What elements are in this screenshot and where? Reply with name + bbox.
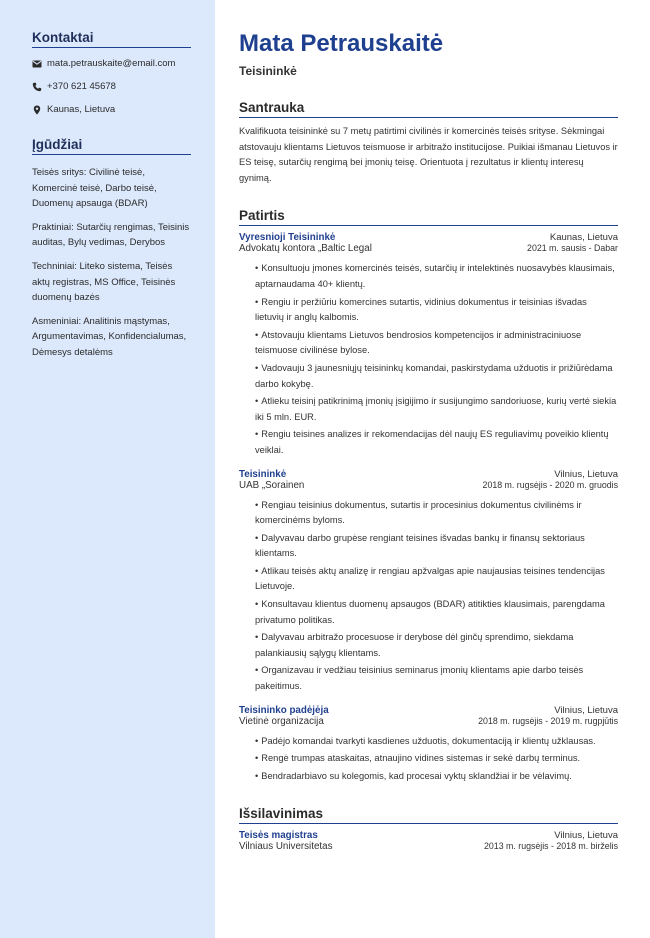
skill-practical: Praktiniai: Sutarčių rengimas, Teisinis auditas, Bylų vedimas, Derybos <box>32 221 190 249</box>
degree-title: Teisės magistras <box>239 830 318 842</box>
phone-icon <box>32 82 42 92</box>
job-title: Teisininko padėjėja <box>239 704 329 716</box>
person-name: Mata Petrauskaitė <box>239 30 444 57</box>
job-entry <box>239 232 618 458</box>
contact-phone <box>32 81 191 92</box>
email-text: mata.petrauskaite@email.com <box>47 58 176 69</box>
bullet-item: • Bendradarbiavo su kolegomis, kad procesai vyktų sklandžiai ir be vėlavimų. <box>255 770 572 781</box>
job-organization: UAB „Sorainen <box>239 479 305 491</box>
job-organization: Vietinė organizacija <box>239 715 324 727</box>
education-location: Vilnius, Lietuva <box>554 830 618 842</box>
job-dates: 2018 m. rugsėjis - 2020 m. gruodis <box>482 479 618 490</box>
education-dates: 2013 m. rugsėjis - 2018 m. birželis <box>484 841 618 852</box>
location-text: Kaunas, Lietuva <box>47 104 116 115</box>
sidebar <box>0 0 215 938</box>
job-bullets <box>239 734 618 785</box>
bullet-item: • Konsultuoju įmones komercinės teisės, sutarčių ir intelektinės nuosavybės klausimais, aptarnaudama 40+ klientų. <box>255 263 615 289</box>
education-entry <box>239 830 618 852</box>
job-location: Vilnius, Lietuva <box>554 468 618 480</box>
phone-text: +370 621 45678 <box>47 81 116 92</box>
job-dates: 2021 m. sausis - Dabar <box>527 243 618 254</box>
mail-icon <box>32 59 42 69</box>
bullet-item: • Vadovauju 3 jaunesniųjų teisininkų komandai, paskirstydama užduotis ir prižiūrėdama darbo kokybę. <box>255 362 613 389</box>
bullet-item: • Rengė trumpas ataskaitas, atnaujino vidines sistemas ir sekė darbų terminus. <box>255 753 581 764</box>
experience-heading: Patirtis <box>239 208 618 226</box>
person-role: Teisininkė <box>239 64 297 78</box>
main-content <box>215 0 650 938</box>
job-entry <box>239 705 618 785</box>
bullet-item: • Konsultavau klientus duomenų apsaugos (BDAR) atitikties klausimais, parengdama privatumo politikas. <box>255 599 605 625</box>
job-entry <box>239 469 618 695</box>
contact-location <box>32 104 191 115</box>
contact-email <box>32 58 191 69</box>
job-location: Vilnius, Lietuva <box>554 704 618 716</box>
bullet-item: • Dalyvavau arbitražo procesuose ir derybose dėl ginčų sprendimo, siekdama palankiausių sąlygų klientams. <box>255 632 574 658</box>
bullet-item: • Atstovauju klientams Lietuvos bendrosios kompetencijos ir administraciniuose teismuose civilinėse bylose. <box>255 329 582 356</box>
summary-text: Kvalifikuota teisininkė su 7 metų patirtimi civilinės ir komercinės teisės srityse. Sėkmingai atstovauju klientams Lietuvos teismuose ir arbitražo institucijose. Puikiai išmanau Lietuvos ir ES teisę, sutarčių rengimą bei įmonių teisę. Orientuota į rezultatus ir klientų interesų gynimą. <box>239 126 618 183</box>
skill-legal-areas: Teisės sritys: Civilinė teisė, Komercinė teisė, Darbo teisė, Duomenų apsauga (BDAR) <box>32 167 157 210</box>
summary-heading: Santrauka <box>239 100 618 118</box>
job-location: Kaunas, Lietuva <box>549 232 618 244</box>
job-bullets <box>239 498 618 695</box>
bullet-item: • Padėjo komandai tvarkyti kasdienes užduotis, dokumentaciją ir klientų užklausas. <box>255 735 596 746</box>
contacts-heading: Kontaktai <box>32 30 191 48</box>
school-name: Vilniaus Universitetas <box>239 841 333 853</box>
skill-technical: Techniniai: Liteko sistema, Teisės aktų registras, MS Office, Teisinės duomenų bazės <box>32 260 176 304</box>
bullet-item: • Atlieku teisinį patikrinimą įmonių įsigijimo ir susijungimo sandoriuose, kurių vertė siekia iki 5 mln. EUR. <box>255 396 617 422</box>
bullet-item: • Rengiu teisines analizes ir rekomendacijas dėl naujų ES reguliavimų poveikio klientų veiklai. <box>255 429 609 455</box>
job-title: Vyresnioji Teisininkė <box>239 232 336 244</box>
bullet-item: • Organizavau ir vedžiau teisinius seminarus įmonių klientams apie darbo teisės pakeitimus. <box>255 665 584 692</box>
bullet-item: • Atlikau teisės aktų analizę ir rengiau apžvalgas apie naujausias teisines tendencijas Lietuvoje. <box>255 565 605 592</box>
job-organization: Advokatų kontora „Baltic Legal <box>239 243 372 255</box>
bullet-item: • Rengiau teisinius dokumentus, sutartis ir procesinius dokumentus civilinėms ir komercinėms byloms. <box>255 499 582 526</box>
bullet-item: • Rengiu ir peržiūriu komercines sutartis, vidinius dokumentus ir teisinias išvadas lietuvių ir anglų kalbomis. <box>255 296 587 323</box>
skill-personal: Asmeniniai: Analitinis mąstymas, Argumentavimas, Konfidencialumas, Dėmesys detalėms <box>32 315 187 358</box>
location-pin-icon <box>32 105 42 115</box>
job-dates: 2018 m. rugsėjis - 2019 m. rugpjūtis <box>478 715 618 726</box>
bullet-item: • Dalyvavau darbo grupėse rengiant teisines išvadas bankų ir finansų sektoriaus klientams. <box>255 532 585 559</box>
education-heading: Išsilavinimas <box>239 806 618 824</box>
job-title: Teisininkė <box>239 468 287 480</box>
skills-heading: Įgūdžiai <box>32 137 191 155</box>
job-bullets <box>239 261 618 458</box>
